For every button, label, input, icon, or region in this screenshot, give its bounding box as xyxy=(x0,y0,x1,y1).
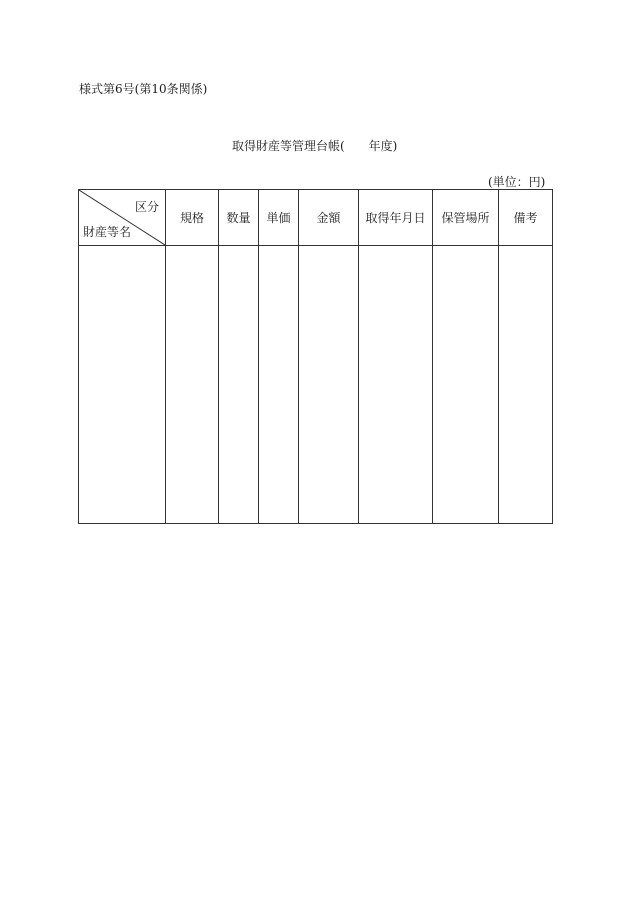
unit-note: (単位：円) xyxy=(488,175,546,189)
column-header-quantity: 数量 xyxy=(219,190,259,246)
corner-header-cell xyxy=(79,190,166,246)
cell-quantity xyxy=(219,246,259,524)
category-label: 区分 xyxy=(134,200,159,214)
column-header-acquisition-date: 取得年月日 xyxy=(359,190,433,246)
asset-ledger-table xyxy=(78,189,553,524)
document-title: 取得財産等管理台帳( 年度) xyxy=(232,139,398,153)
cell-spec xyxy=(166,246,219,524)
column-header-remarks: 備考 xyxy=(499,190,553,246)
cell-acquisition-date xyxy=(359,246,433,524)
column-header-storage-location: 保管場所 xyxy=(433,190,499,246)
cell-storage-location xyxy=(433,246,499,524)
cell-asset-name xyxy=(79,246,166,524)
column-header-amount: 金額 xyxy=(299,190,359,246)
column-header-unit-price: 単価 xyxy=(259,190,299,246)
cell-amount xyxy=(299,246,359,524)
cell-remarks xyxy=(499,246,553,524)
asset-name-label: 財産等名 xyxy=(83,225,132,239)
column-header-spec: 規格 xyxy=(166,190,219,246)
table-body-row xyxy=(79,246,553,524)
table-header-row xyxy=(79,190,553,246)
form-number: 様式第6号(第10条関係) xyxy=(79,82,208,96)
cell-unit-price xyxy=(259,246,299,524)
